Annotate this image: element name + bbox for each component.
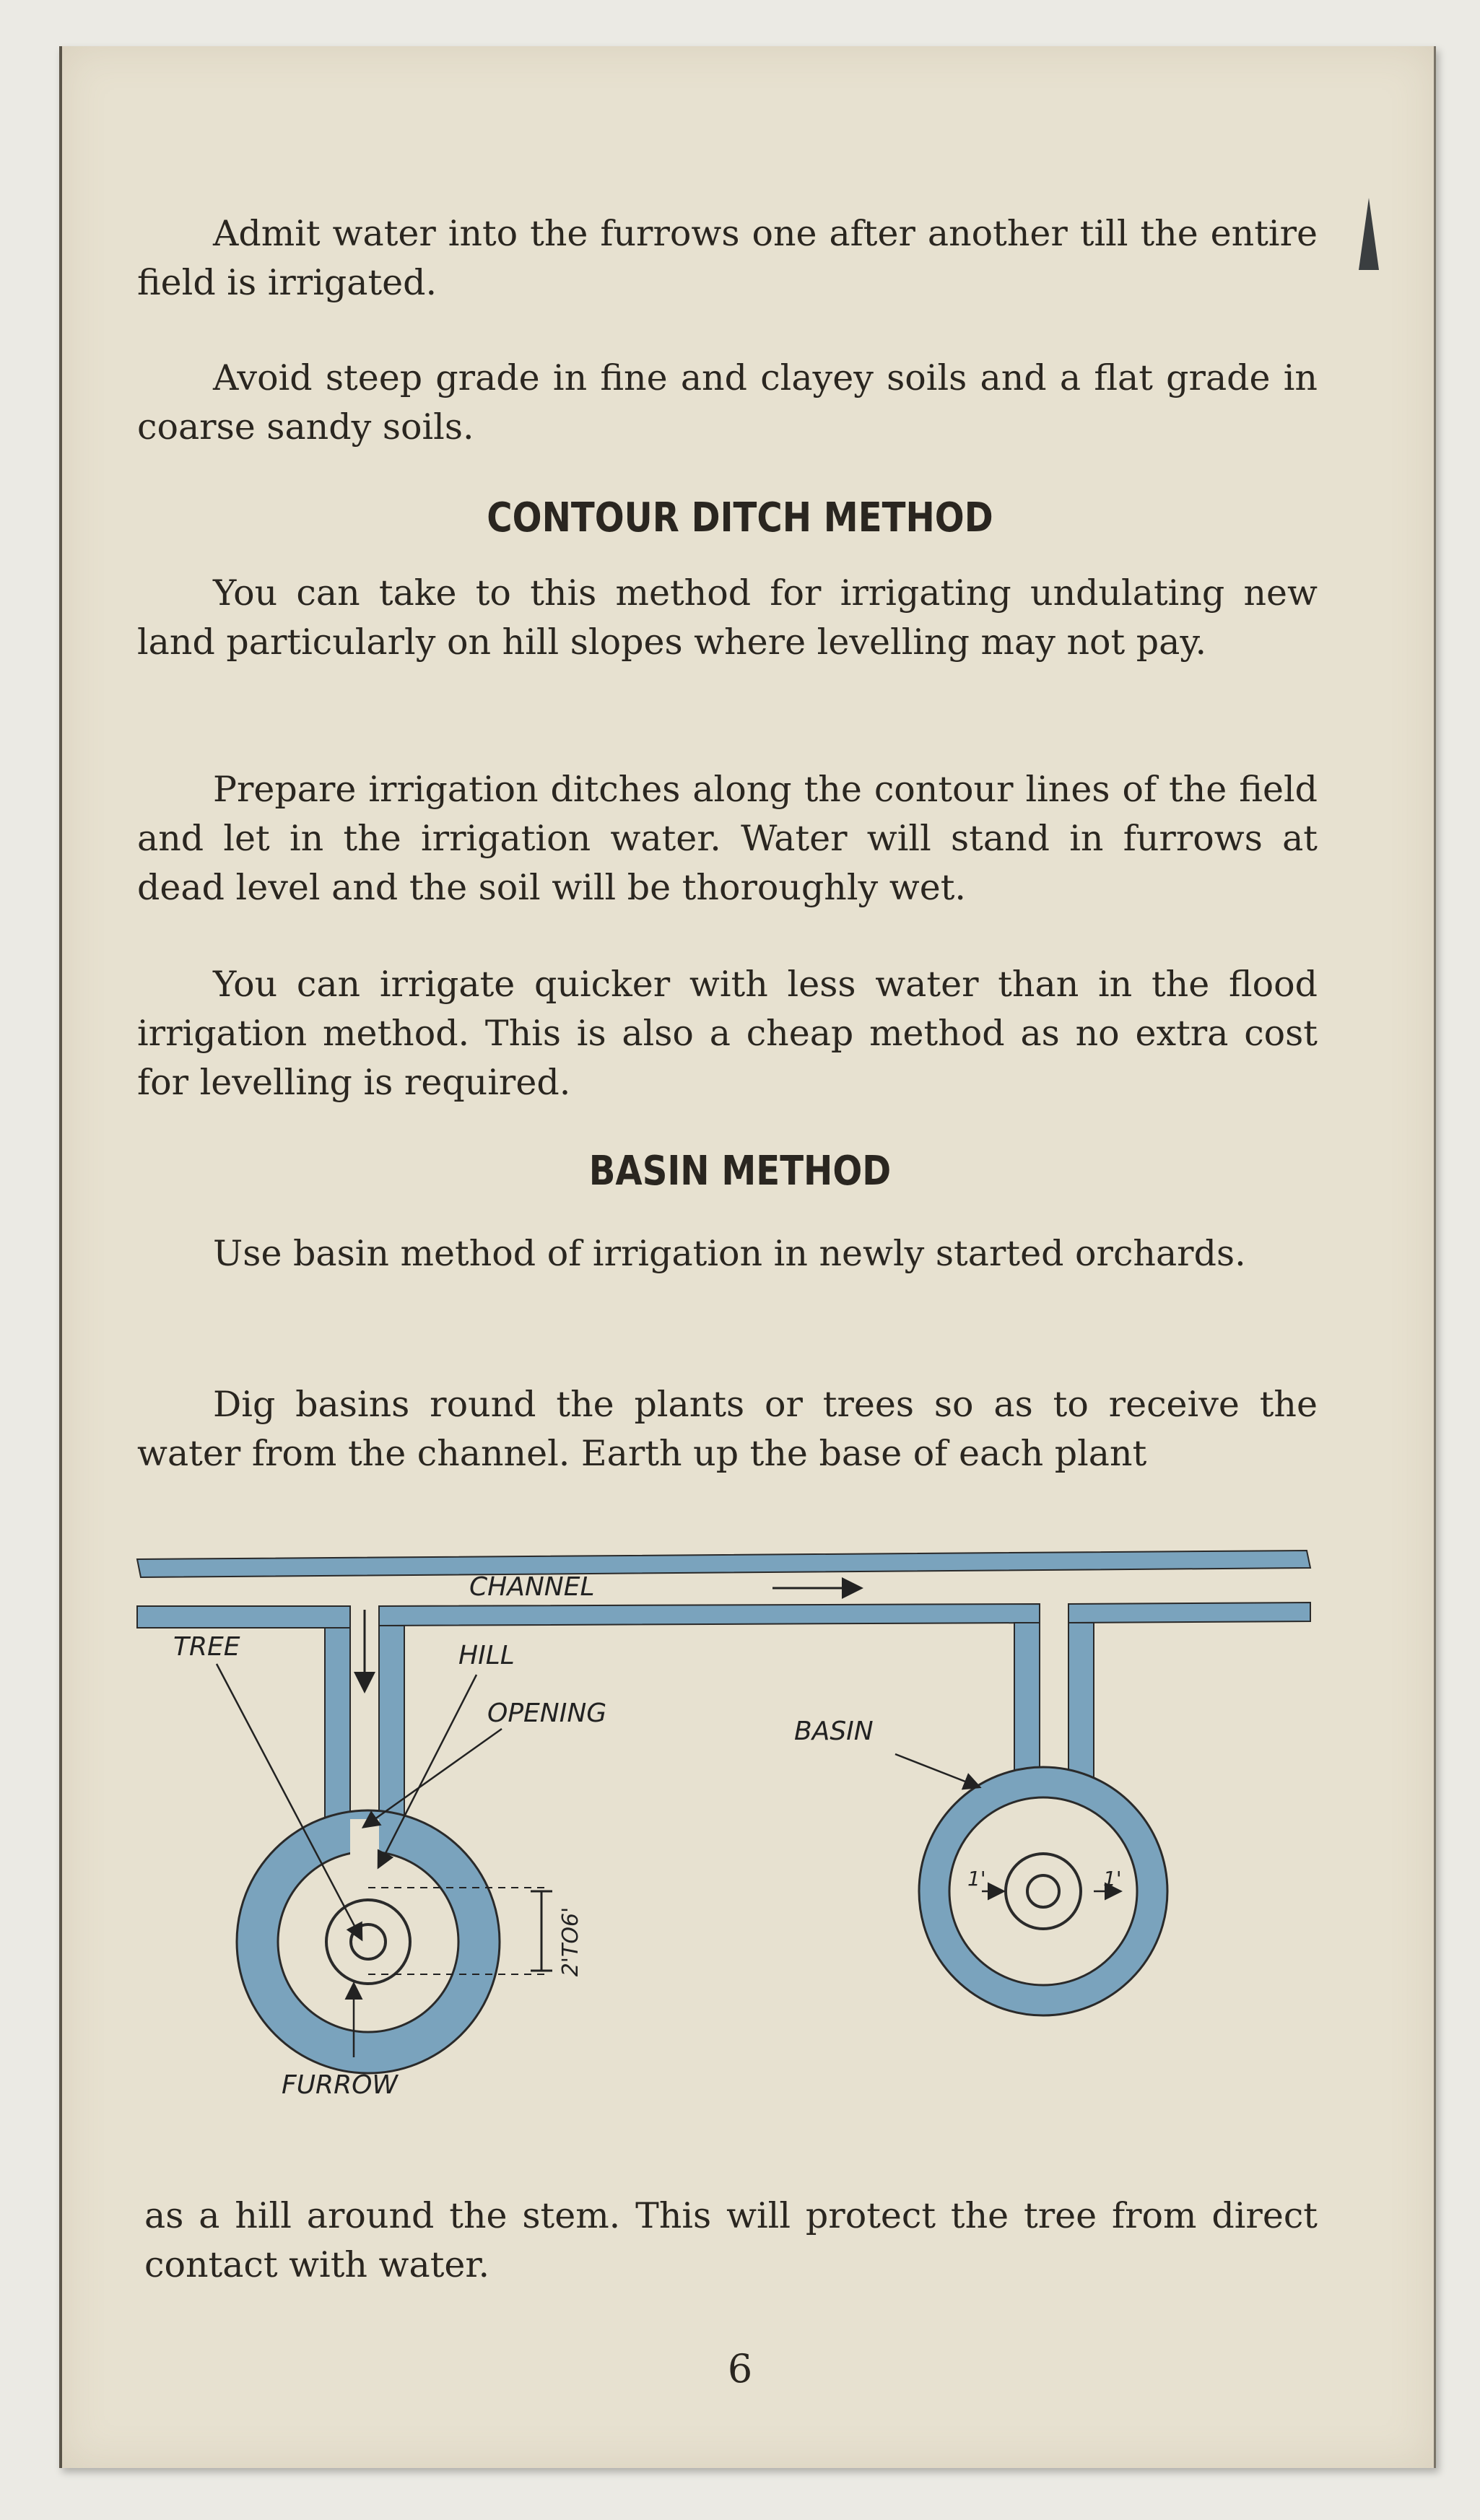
- label-hill: HILL: [458, 1641, 515, 1670]
- label-furrow: FURROW: [282, 2070, 399, 2100]
- paragraph-text: Admit water into the furrows one after another till the entire field is irrigated.: [137, 213, 1318, 303]
- left-branch-inner: [379, 1626, 404, 1834]
- channel-lower-band-left: [137, 1606, 350, 1628]
- paragraph-text: You can irrigate quicker with less water than in the flood irrigation method. This is also a cheap method as no extra cost for levelling is required.: [137, 964, 1318, 1103]
- paragraph-basin-hill: as a hill around the stem. This will protect the tree from direct contact with water.: [144, 2195, 1318, 2285]
- left-branch-outer: [325, 1628, 350, 1837]
- channel-top-band: [137, 1551, 1310, 1577]
- left-basin-hill: [278, 1852, 458, 2032]
- channel-lower-band-right: [1068, 1603, 1310, 1623]
- page-number: 6: [727, 2346, 753, 2392]
- heading-contour-ditch: CONTOUR DITCH METHOD: [487, 494, 993, 541]
- paragraph-text: You can take to this method for irrigating undulating new land particularly on hill slopes where levelling may not pay.: [137, 572, 1318, 663]
- paragraph-contour-benefit: [137, 960, 1318, 1107]
- label-tree: TREE: [173, 1632, 240, 1662]
- paragraph-text: Avoid steep grade in fine and clayey soils and a flat grade in coarse sandy soils.: [137, 357, 1318, 448]
- page-corner-tab: [1359, 198, 1379, 270]
- paragraph-grade: [137, 354, 1318, 452]
- label-channel: CHANNEL: [469, 1572, 595, 1602]
- paragraph-text: Prepare irrigation ditches along the contour lines of the field and let in the irrigation water. Water will stand in furrows at dead level and the soil will be thoroughly wet.: [137, 769, 1318, 908]
- right-branch-inner: [1068, 1623, 1094, 1783]
- paragraph-furrow-admit: [137, 209, 1318, 308]
- label-ring-left: 1': [967, 1867, 986, 1891]
- paragraph-text: Dig basins round the plants or trees so as to receive the water from the channel. Earth up the base of each plant: [137, 1384, 1318, 1474]
- label-opening: OPENING: [487, 1699, 607, 1728]
- basin-leader: [895, 1754, 978, 1787]
- paragraph-basin-intro: [137, 1229, 1318, 1278]
- paragraph-contour-prepare: [137, 765, 1318, 912]
- left-basin-opening: [350, 1819, 379, 1855]
- paragraph-contour-intro: [137, 569, 1318, 667]
- basin-irrigation-diagram: [130, 1538, 1328, 2129]
- label-dimension: 2'TO6': [558, 1906, 583, 1977]
- paragraph-text: Use basin method of irrigation in newly started orchards.: [213, 1233, 1246, 1274]
- label-basin: BASIN: [794, 1717, 874, 1746]
- label-ring-right: 1': [1103, 1867, 1122, 1891]
- right-branch-outer: [1014, 1623, 1040, 1783]
- heading-basin-method: BASIN METHOD: [588, 1148, 892, 1195]
- channel-lower-band-mid: [379, 1604, 1040, 1626]
- paragraph-basin-dig: [137, 1380, 1318, 1478]
